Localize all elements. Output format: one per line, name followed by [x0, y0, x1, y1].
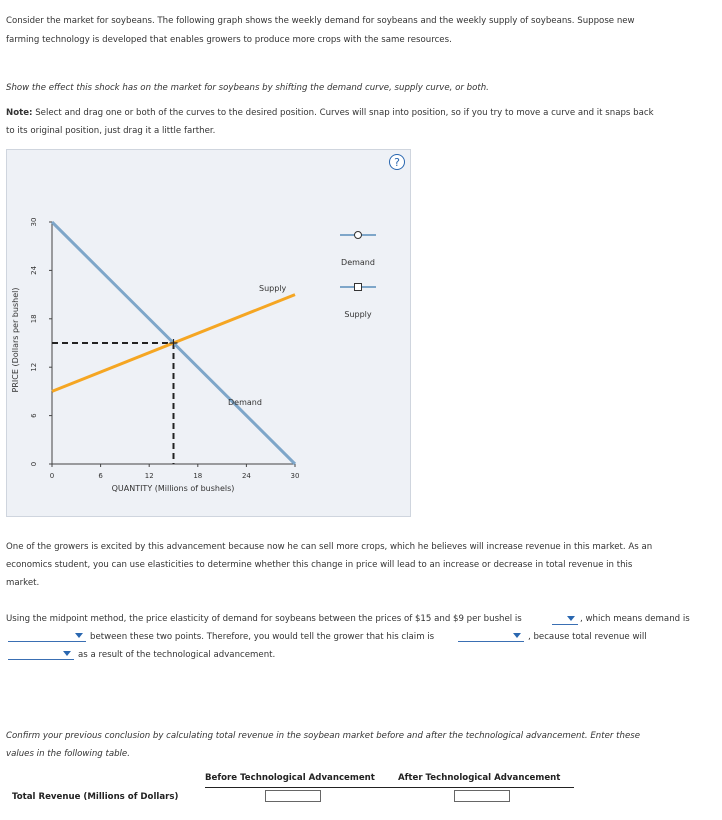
- legend-demand-tool[interactable]: [340, 232, 376, 239]
- demand-curve-label: Demand: [228, 398, 262, 407]
- chevron-down-icon: [75, 633, 83, 638]
- question-line-1: One of the growers is excited by this advancement because now he can sell more crops, which he believes will increase revenue in this market. As an: [6, 542, 653, 552]
- note-line-2: to its original position, just drag it a little farther.: [6, 126, 216, 136]
- question-line-2: economics student, you can use elasticities to determine whether this change in price will lead to an increase or decrease in total revenue in this: [6, 560, 633, 570]
- x-tick-label: 12: [144, 472, 154, 480]
- claim-dropdown[interactable]: [458, 629, 524, 642]
- note-label: Note:: [6, 108, 33, 118]
- x-tick-label: 6: [98, 472, 103, 480]
- elasticity-text-a: Using the midpoint method, the price elasticity of demand for soybeans between the prices of $15 and $9 per bushel is: [6, 614, 522, 624]
- table-header-divider: [205, 787, 574, 788]
- elasticity-text-e: as a result of the technological advancement.: [78, 650, 276, 660]
- x-tick-label: 18: [193, 472, 203, 480]
- elasticity-text-d: , because total revenue will: [528, 632, 647, 642]
- x-tick-label: 0: [49, 472, 55, 480]
- table-header-after: After Technological Advancement: [398, 773, 561, 783]
- confirm-line-2: values in the following table.: [6, 749, 130, 759]
- y-tick-label: 12: [30, 362, 38, 372]
- supply-curve-label: Supply: [259, 284, 287, 293]
- elasticity-text-c: between these two points. Therefore, you would tell the grower that his claim is: [90, 632, 435, 642]
- legend-supply-label: Supply: [344, 310, 372, 319]
- legend-supply-tool[interactable]: [340, 284, 376, 291]
- y-tick-label: 6: [30, 413, 38, 418]
- legend-demand-label: Demand: [341, 258, 375, 267]
- revenue-change-dropdown[interactable]: [8, 647, 74, 660]
- legend-demand-marker: [355, 232, 362, 239]
- confirm-line-1: Confirm your previous conclusion by calculating total revenue in the soybean market before and after the technological advancement. Enter these: [6, 731, 640, 741]
- y-tick-label: 0: [30, 461, 38, 467]
- y-tick-label: 24: [30, 265, 38, 275]
- legend-supply-marker: [355, 284, 362, 291]
- intro-line-1: Consider the market for soybeans. The following graph shows the weekly demand for soybeans and the weekly supply of soybeans. Suppose new: [6, 16, 635, 26]
- x-tick-label: 24: [241, 472, 251, 480]
- chevron-down-icon: [567, 616, 575, 621]
- question-line-3: market.: [6, 578, 40, 588]
- instruction-text: Show the effect this shock has on the market for soybeans by shifting the demand curve, supply curve, or both.: [6, 83, 489, 93]
- elasticity-value-dropdown[interactable]: [552, 612, 578, 625]
- chevron-down-icon: [63, 651, 71, 656]
- elasticity-text-b: , which means demand is: [580, 614, 690, 624]
- chevron-down-icon: [513, 633, 521, 638]
- y-tick-label: 30: [30, 217, 38, 227]
- x-tick-label: 30: [290, 472, 300, 480]
- table-header-before: Before Technological Advancement: [205, 773, 375, 783]
- y-tick-label: 18: [30, 314, 38, 324]
- help-button[interactable]: ?: [389, 154, 405, 170]
- y-axis-label: PRICE (Dollars per bushel): [11, 287, 20, 393]
- before-revenue-input[interactable]: [265, 790, 321, 802]
- note-text: Select and drag one or both of the curves to the desired position. Curves will snap into position, so if you try to move a curve and it snaps back: [32, 108, 654, 118]
- after-revenue-input[interactable]: [454, 790, 510, 802]
- demand-type-dropdown[interactable]: [8, 629, 86, 642]
- table-row-label: Total Revenue (Millions of Dollars): [12, 792, 179, 802]
- x-axis-label: QUANTITY (Millions of bushels): [111, 484, 235, 493]
- intro-line-2: farming technology is developed that enables growers to produce more crops with the same resources.: [6, 35, 452, 45]
